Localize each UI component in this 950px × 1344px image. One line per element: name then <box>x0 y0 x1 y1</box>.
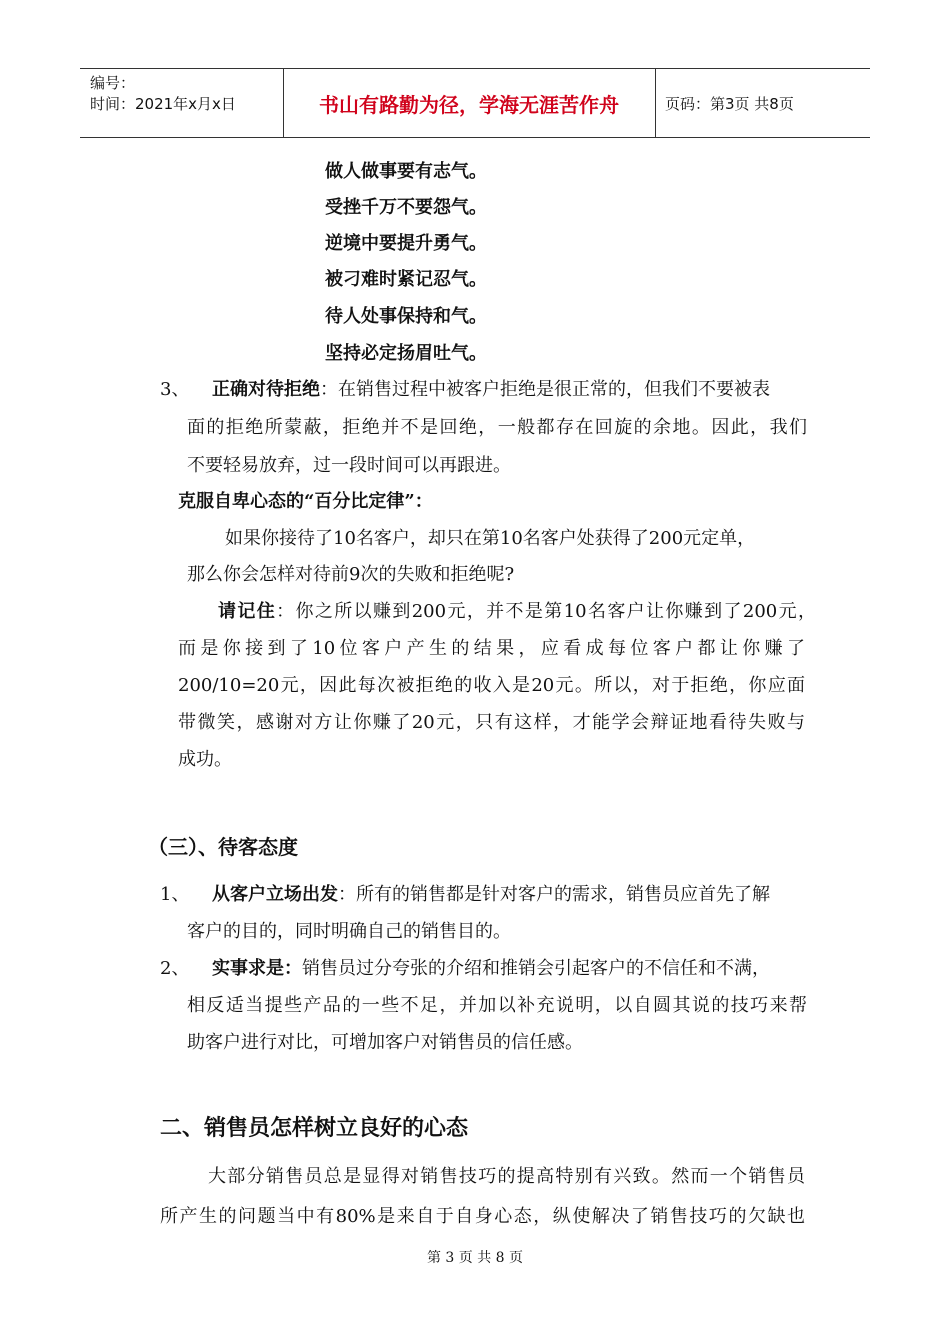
item-title: 从客户立场出发 <box>212 884 338 905</box>
poem-line: 做人做事要有志气。 <box>325 161 487 182</box>
item-paragraph-line: 客户的目的，同时明确自己的销售目的。 <box>187 921 511 942</box>
header-meta <box>90 73 236 115</box>
item-number: 1、 <box>160 884 190 905</box>
item-paragraph-line: 不要轻易放弃，过一段时间可以再跟进。 <box>187 455 511 476</box>
remember-label: 请记住 <box>218 601 277 622</box>
item-title: 实事求是： <box>212 958 302 979</box>
paragraph-line: 那么你会怎样对待前9次的失败和拒绝呢? <box>187 564 515 585</box>
remember-text: ：你之所以赚到200元，并不是第10名客户让你赚到了200元， <box>276 601 817 622</box>
date-label: 时间：2021年x月x日 <box>90 95 236 113</box>
chapter-heading: 二、销售员怎样树立良好的心态 <box>160 1116 469 1141</box>
item-paragraph-line: 助客户进行对比，可增加客户对销售员的信任感。 <box>187 1032 583 1053</box>
poem-line: 被刁难时紧记忍气。 <box>325 269 487 290</box>
item-paragraph-line: 面的拒绝所蒙蔽，拒绝并不是回绝，一般都存在回旋的余地。因此，我们 <box>187 417 807 438</box>
item-paragraph-line <box>212 957 770 981</box>
poem-line: 待人处事保持和气。 <box>325 306 487 327</box>
poem-line: 坚持必定扬眉吐气。 <box>325 343 487 364</box>
header-page-info: 页码：第3页 共8页 <box>665 94 794 113</box>
poem-line: 逆境中要提升勇气。 <box>325 233 487 254</box>
paragraph-line: 所产生的问题当中有80%是来自于自身心态，纵使解决了销售技巧的欠缺也 <box>160 1206 805 1227</box>
paragraph-line: 带微笑，感谢对方让你赚了20元，只有这样，才能学会辩证地看待失败与 <box>178 712 805 733</box>
item-text: 销售员过分夸张的介绍和推销会引起客户的不信任和不满， <box>302 958 770 979</box>
header-divider <box>655 69 656 137</box>
header-motto: 书山有路勤为径，学海无涯苦作舟 <box>319 92 619 117</box>
paragraph-line <box>218 600 816 624</box>
item-paragraph-line <box>212 378 770 402</box>
item-title: 正确对待拒绝 <box>212 379 320 400</box>
item-paragraph-line: 相反适当提些产品的一些不足，并加以补充说明，以自圆其说的技巧来帮 <box>187 995 807 1016</box>
document-header <box>80 68 870 138</box>
paragraph-line: 如果你接待了10名客户，却只在第10名客户处获得了200元定单， <box>225 528 756 549</box>
item-text: ：在销售过程中被客户拒绝是很正常的，但我们不要被表 <box>320 379 770 400</box>
paragraph-line: 成功。 <box>178 749 232 770</box>
page-footer: 第 3 页 共 8 页 <box>426 1250 524 1266</box>
number-label: 编号： <box>90 74 136 92</box>
section-heading: （三）、待客态度 <box>148 835 298 859</box>
paragraph-line: 200/10=20元，因此每次被拒绝的收入是20元。所以，对于拒绝，你应面 <box>178 675 805 696</box>
paragraph-line: 大部分销售员总是显得对销售技巧的提高特别有兴致。然而一个销售员 <box>208 1166 805 1187</box>
poem-line: 受挫千万不要怨气。 <box>325 197 487 218</box>
item-paragraph-line <box>212 883 770 907</box>
item-text: ：所有的销售都是针对客户的需求，销售员应首先了解 <box>338 884 770 905</box>
subsection-title: 克服自卑心态的“百分比定律”： <box>178 491 433 512</box>
item-number: 2、 <box>160 958 190 979</box>
item-number: 3、 <box>160 379 190 400</box>
paragraph-line: 而是你接到了10位客户产生的结果，应看成每位客户都让你赚了 <box>178 638 805 659</box>
